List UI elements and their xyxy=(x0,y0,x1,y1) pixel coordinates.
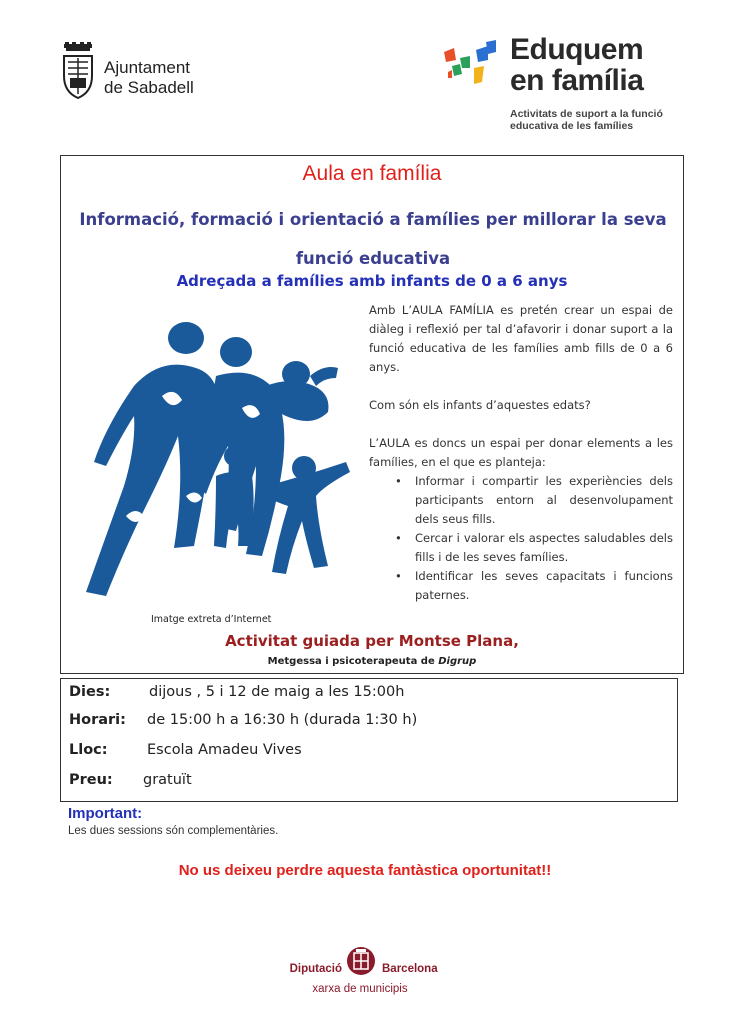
callout-text: No us deixeu perdre aquesta fantàstica oportunitat!! xyxy=(178,862,552,879)
list-item: • Informar i compartir les experiències dels participants entorn al desenvolupament dels seus fills. xyxy=(395,472,673,529)
eduquem-title-line1: Eduquem xyxy=(510,33,644,66)
preu-label: Preu: xyxy=(69,772,113,788)
description-paragraph-2: Com són els infants d’aquestes edats? xyxy=(369,398,591,412)
detail-row-horari xyxy=(69,712,417,728)
detail-row-preu xyxy=(69,772,192,788)
ajuntament-sabadell-logo xyxy=(60,40,220,102)
important-heading: Important: xyxy=(68,805,143,822)
dies-label: Dies: xyxy=(69,684,111,700)
aula-title: Aula en família xyxy=(302,162,442,185)
barcelona-word: Barcelona xyxy=(382,963,438,975)
eduquem-subtitle-line2: educativa de les famílies xyxy=(510,120,634,132)
detail-row-dies xyxy=(69,684,404,700)
main-info-box xyxy=(60,155,684,674)
lloc-label: Lloc: xyxy=(69,742,108,758)
dies-value: dijous , 5 i 12 de maig a les 15:00h xyxy=(149,684,405,700)
guide-organization: Digrup xyxy=(438,656,477,667)
image-credit: Imatge extreta d’Internet xyxy=(151,614,272,625)
preu-value: gratuït xyxy=(143,772,192,788)
eduquem-shapes-icon xyxy=(440,38,500,94)
eduquem-title-line2: en família xyxy=(510,64,644,97)
description-block xyxy=(369,301,673,605)
important-text: Les dues sessions són complementàries. xyxy=(68,825,279,837)
horari-value: de 15:00 h a 16:30 h (durada 1:30 h) xyxy=(147,712,418,728)
detail-row-lloc xyxy=(69,742,302,758)
description-paragraph-3: L’AULA es doncs un espai per donar elements a les famílies, en el que es planteja: xyxy=(369,436,673,469)
eduquem-en-familia-logo xyxy=(440,34,690,134)
diputacio-word: Diputació xyxy=(289,963,342,975)
sabadell-shield-icon xyxy=(60,42,96,100)
aula-subtitle: Informació, formació i orientació a famílies per millorar la seva funció educativa xyxy=(79,210,667,268)
details-box xyxy=(60,678,678,802)
eduquem-subtitle-line1: Activitats de suport a la funció xyxy=(510,108,663,120)
sabadell-name-line2: de Sabadell xyxy=(104,78,194,97)
list-item: • Cercar i valorar els aspectes saludables dels fills i de les seves famílies. xyxy=(395,529,673,567)
diputacio-seal-icon xyxy=(346,945,376,977)
guide-role-line xyxy=(61,656,683,667)
guide-line: Activitat guiada per Montse Plana, xyxy=(225,632,519,650)
guide-role: Metgessa i psicoterapeuta de xyxy=(267,656,439,667)
diputacio-barcelona-logo xyxy=(280,945,460,1005)
sabadell-name-line1: Ajuntament xyxy=(104,58,190,77)
xarxa-municipis: xarxa de municipis xyxy=(312,983,408,995)
description-paragraph-1: Amb L’AULA FAMÍLIA es pretén crear un espai de diàleg i reflexió per tal d’afavorir i donar suport a la funció educativa de les famílies amb fills de 0 a 6 anys. xyxy=(369,303,673,374)
list-item: • Identificar les seves capacitats i funcions paternes. xyxy=(395,567,673,605)
aims-list xyxy=(395,472,673,605)
lloc-value: Escola Amadeu Vives xyxy=(147,742,302,758)
family-figures-illustration xyxy=(66,316,366,606)
audience-line: Adreçada a famílies amb infants de 0 a 6 anys xyxy=(176,272,568,290)
horari-label: Horari: xyxy=(69,712,126,728)
